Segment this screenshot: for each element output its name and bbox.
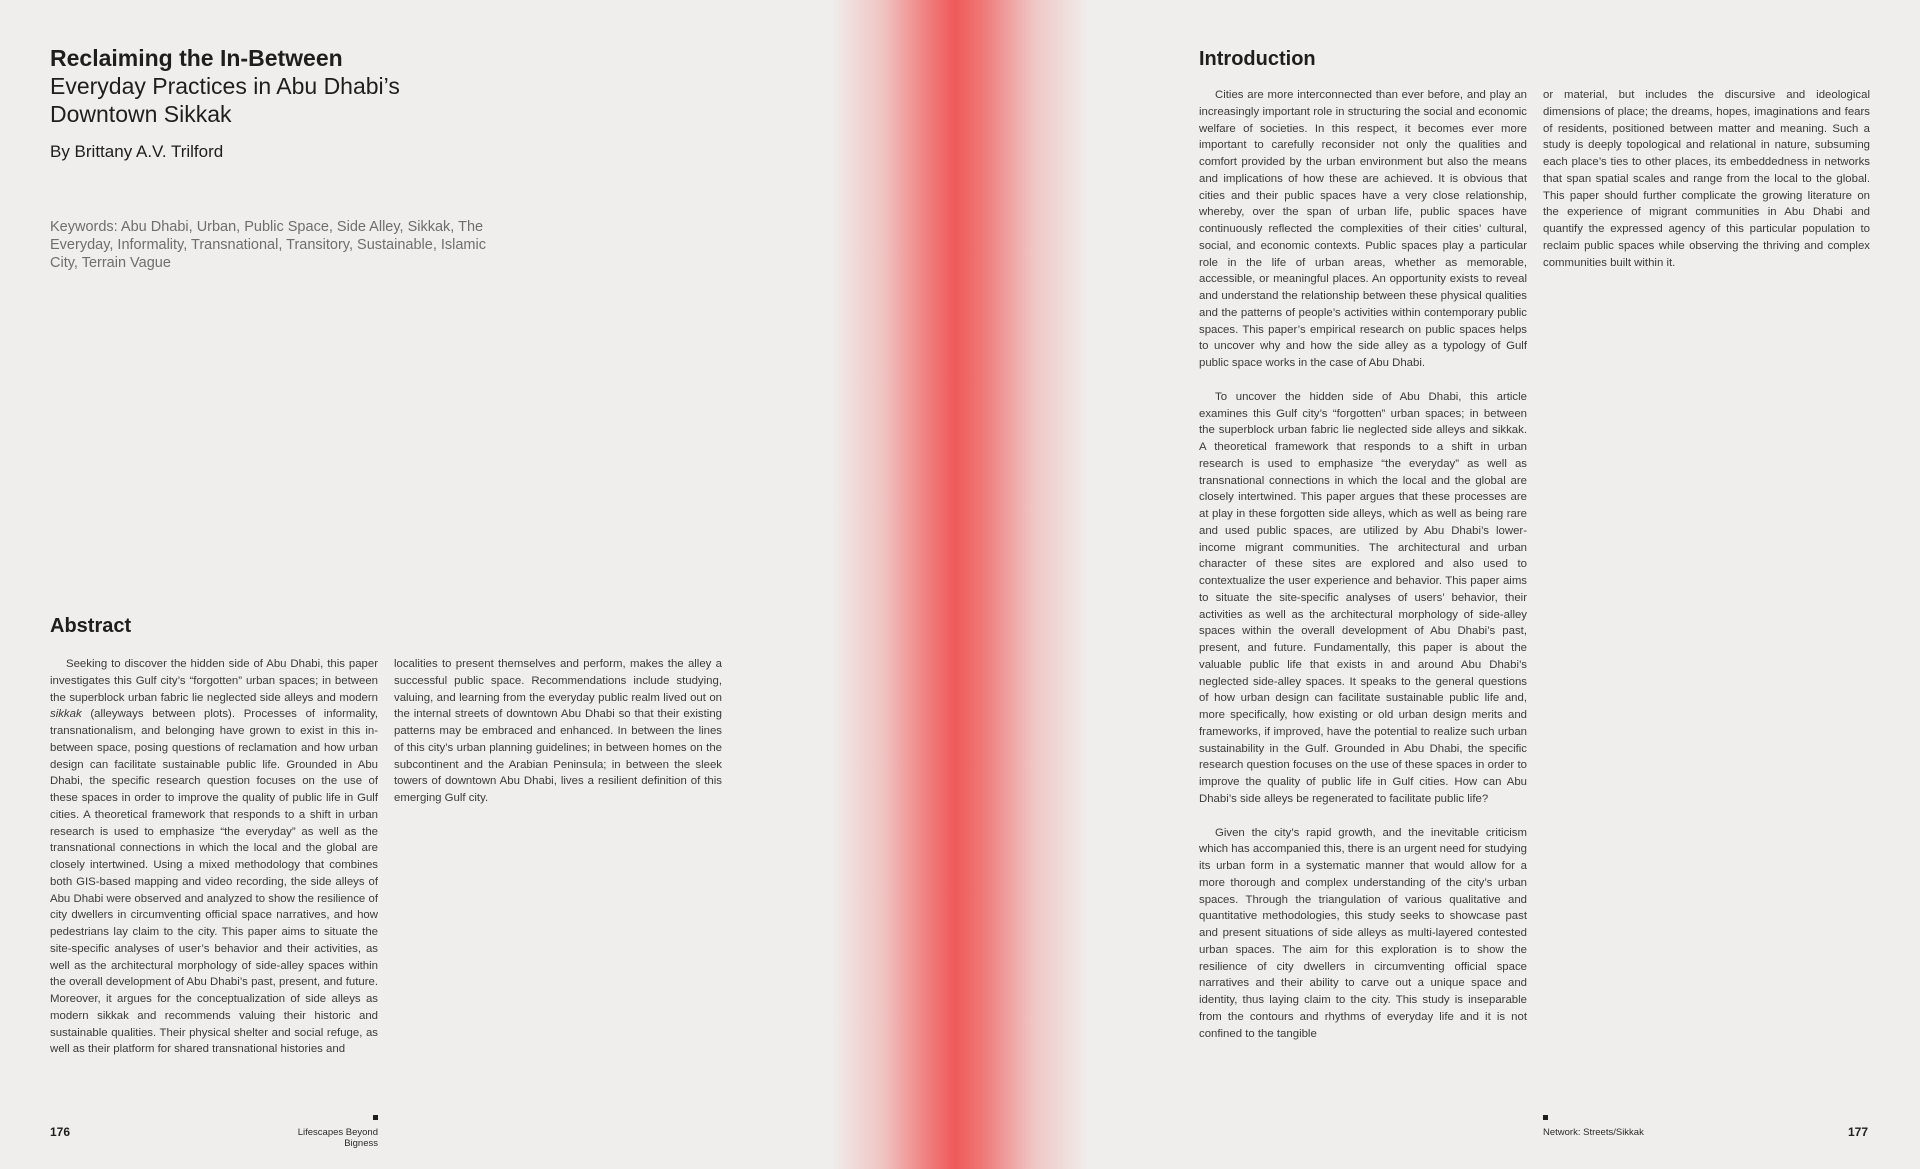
gutter-gradient (830, 0, 1090, 1169)
introduction-column-2 (1543, 87, 1870, 288)
title-line-3: Downtown Sikkak (50, 101, 232, 127)
running-title-left: Lifescapes Beyond Bigness (297, 1127, 378, 1149)
folio-marker-right (1543, 1115, 1548, 1120)
intro-paragraph-1: Cities are more interconnected than ever before, and play an increasingly important role in structuring the social and economic welfare of societies. In this respect, it becomes ever more important to carefully reconsider not only the qualities and comfort provided by the urban environment but also the means and implications of how these are achieved. It is obvious that cities and their public spaces have a very close relationship, whereby, over the span of urban life, public spaces have continuously reflected the complexities of their cities’ cultural, social, and economic contexts. Public spaces play a particular role in the life of urban areas, whether as memorable, accessible, or meaningful places. An opportunity exists to reveal and understand the relationship between these physical qualities and the patterns of people’s activities within contemporary public spaces. This paper’s empirical research on public spaces helps to uncover why and how the side alley as a typology of Gulf public space works in the case of Abu Dhabi. (1199, 89, 1527, 369)
abstract-continuation: localities to present themselves and perform, makes the alley a successful public space. Recommendations include studying, valuing, and learning from the everyday public realm lived out on the internal streets of downtown Abu Dhabi so that their existing patterns may be embraced and enhanced. In between the lines of this city’s urban planning guidelines; in between homes on the subcontinent and the Arabian Peninsula; in between the sleek towers of downtown Abu Dhabi, lives a resilient definition of this emerging Gulf city. (394, 658, 722, 804)
abstract-column-1 (50, 656, 378, 1092)
title-line-2: Everyday Practices in Abu Dhabi’s (50, 73, 400, 99)
intro-paragraph-3: Given the city’s rapid growth, and the inevitable criticism which has accompanied this, there is an urgent need for studying its urban form in a systematic manner that would allow for a more thorough and complex understanding of the city’s urban spaces. Through the triangulation of various qualitative and quantitative methodologies, this study seeks to showcase past and present situations of side alleys as multi-layered contested urban spaces. The aim for this exploration is to show the resilience of city dwellers in circumventing official space narratives and their ability to carve out a unique space and identity, thus laying claim to the city. This study is inseparable from the contours and rhythms of everyday life and it is not confined to the tangible (1199, 826, 1527, 1040)
keywords: Keywords: Abu Dhabi, Urban, Public Space, Side Alley, Sikkak, The Everyday, Informality, Transnational, Transitory, Sustainable, Islamic City, Terrain Vague (50, 219, 486, 271)
abstract-paragraph (50, 656, 378, 1058)
running-title-right: Network: Streets/Sikkak (1543, 1127, 1644, 1138)
title-line-1: Reclaiming the In-Between (50, 45, 343, 71)
abstract-heading: Abstract (50, 615, 132, 637)
abstract-text-a: Seeking to discover the hidden side of Abu Dhabi, this paper investigates this Gulf city’s “forgotten” urban spaces; in between the superblock urban fabric lie neglected side alleys and modern (50, 658, 378, 704)
author-byline: By Brittany A.V. Trilford (50, 142, 224, 161)
page-number-right: 177 (1848, 1125, 1869, 1139)
intro-continuation: or material, but includes the discursive and ideological dimensions of place; the dreams, hopes, imaginations and fears of residents, positioned between matter and meaning. Such a study is deeply topological and relational in nature, subsuming each place’s ties to other places, its embeddedness in networks that span spatial scales and range from the local to the global. This paper should further complicate the growing literature on the experience of migrant communities in Abu Dhabi and quantify the expressed agency of this particular population to reclaim public spaces while observing the thriving and complex communities built within it. (1543, 89, 1870, 269)
abstract-italic-term: sikkak (50, 708, 82, 721)
abstract-column-2 (394, 656, 722, 824)
introduction-column-1 (1199, 87, 1527, 1092)
introduction-heading: Introduction (1199, 48, 1316, 70)
abstract-text-b: (alleyways between plots). Processes of informality, transnationalism, and belonging have grown to exist in this in-between space, posing questions of reclamation and how urban design can facilitate sustainable public life. Grounded in Abu Dhabi, the specific research question focuses on the use of these spaces in order to improve the quality of public life in Gulf cities. A theoretical framework that responds to a shift in urban research is used to emphasize “the everyday” as well as the transnational connections in which the local and the global are closely intertwined. Using a mixed methodology that combines both GIS-based mapping and video recording, the side alleys of Abu Dhabi were observed and analyzed to show the resilience of city dwellers in circumventing official space narratives, and how pedestrians lay claim to the city. This paper aims to situate the site-specific analyses of user’s behavior and their activities, as well as the architectural morphology of side-alley spaces within the overall development of Abu Dhabi’s past, present, and future. Moreover, it argues for the conceptualization of side alleys as modern sikkak and recommends valuing their historic and sustainable qualities. Their physical shelter and social refuge, as well as their platform for shared transnational histories and (50, 708, 378, 1056)
page-number-left: 176 (50, 1125, 71, 1139)
folio-marker-left (373, 1115, 378, 1120)
article-title (50, 44, 570, 128)
intro-paragraph-2: To uncover the hidden side of Abu Dhabi, this article examines this Gulf city’s “forgotten” urban spaces; in between the superblock urban fabric lie neglected side alleys and sikkak. A theoretical framework that responds to a shift in urban research is used to emphasize “the everyday” as well as transnational connections in which the local and the global are closely intertwined. This paper argues that these processes are at play in these forgotten side alleys, which as well as being rare and used public spaces, are utilized by Abu Dhabi’s lower-income migrant communities. The architectural and urban character of these sites are explored and also used to contextualize the user experience and behavior. This paper aims to situate the site-specific analyses of users’ behavior, their activities as well as the architectural morphology of side-alley spaces within the overall development of Abu Dhabi’s past, present, and future. Fundamentally, this paper is about the valuable public life that exists in and around Abu Dhabi’s neglected side-alley spaces. It speaks to the general questions of how urban design can facilitate sustainable public life and, more specifically, how existing or old urban design merits and frameworks, if improved, have the potential to realize such urban sustainability in the Gulf. Grounded in Abu Dhabi, the specific research question focuses on the use of these spaces in order to improve the quality of public life in Gulf cities. How can Abu Dhabi’s side alleys be regenerated to facilitate public life? (1199, 390, 1527, 805)
